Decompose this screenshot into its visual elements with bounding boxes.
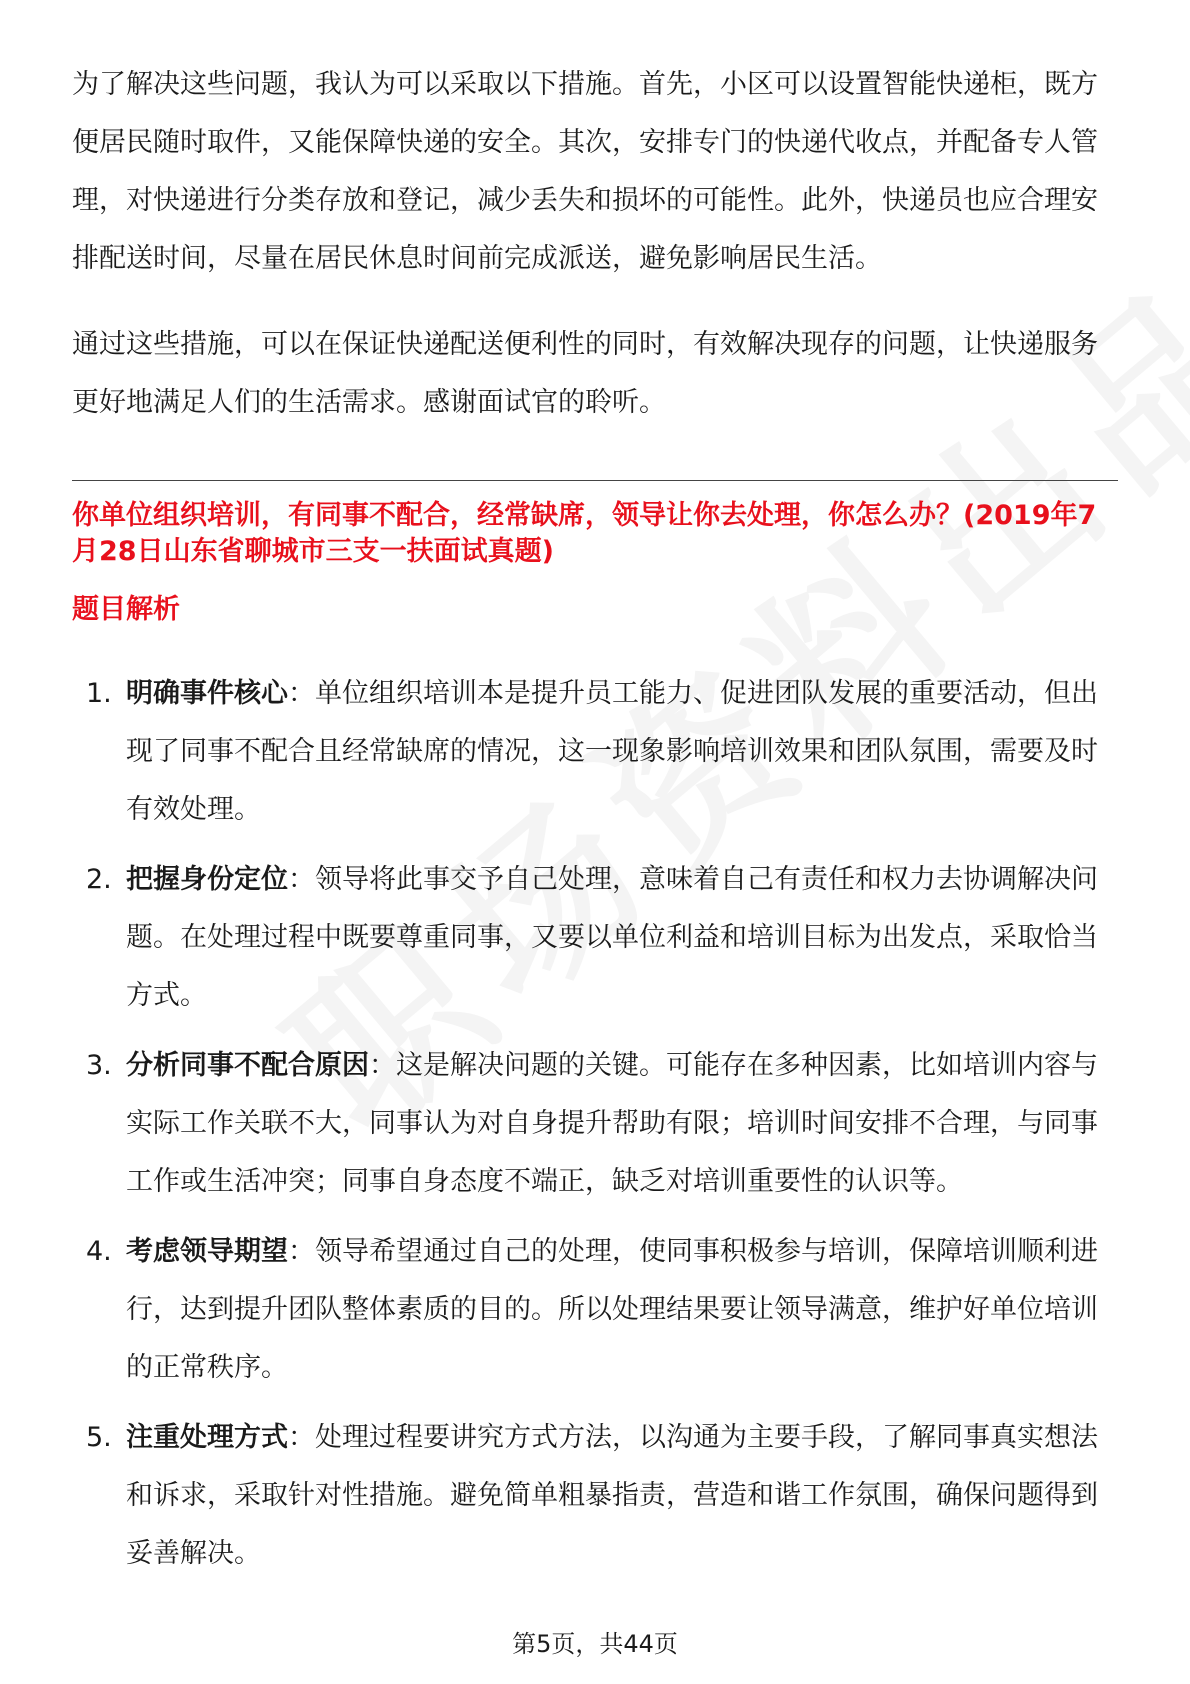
- item-title: 注重处理方式: [126, 1422, 288, 1453]
- question-title: 你单位组织培训，有同事不配合，经常缺席，领导让你去处理，你怎么办？(2019年7月28日山东省聊城市三支一扶面试真题): [72, 500, 1097, 567]
- item-text: ：领导希望通过自己的处理，使同事积极参与培训，保障培训顺利进行，达到提升团队整体素质的目的。所以处理结果要让领导满意，维护好单位培训的正常秩序。: [126, 1236, 1098, 1383]
- item-title: 分析同事不配合原因: [126, 1050, 369, 1081]
- item-title: 考虑领导期望: [126, 1236, 288, 1267]
- item-number: 1.: [86, 678, 112, 709]
- item-text: ：领导将此事交予自己处理，意味着自己有责任和权力去协调解决问题。在处理过程中既要尊重同事，又要以单位利益和培训目标为出发点，采取恰当方式。: [126, 864, 1098, 1011]
- analysis-item: [72, 1037, 1122, 1211]
- item-title: 明确事件核心: [126, 678, 288, 709]
- item-number: 3.: [86, 1050, 112, 1081]
- item-text: ：处理过程要讲究方式方法，以沟通为主要手段，了解同事真实想法和诉求，采取针对性措施。避免简单粗暴指责，营造和谐工作氛围，确保问题得到妥善解决。: [126, 1422, 1098, 1569]
- body-paragraph-2: 通过这些措施，可以在保证快递配送便利性的同时，有效解决现存的问题，让快递服务更好地满足人们的生活需求。感谢面试官的聆听。: [72, 329, 1098, 418]
- item-text: ：这是解决问题的关键。可能存在多种因素，比如培训内容与实际工作关联不大，同事认为对自身提升帮助有限；培训时间安排不合理，与同事工作或生活冲突；同事自身态度不端正，缺乏对培训重要性的认识等。: [126, 1050, 1098, 1197]
- analysis-item: [72, 851, 1122, 1025]
- item-number: 4.: [86, 1236, 112, 1267]
- item-title: 把握身份定位: [126, 864, 288, 895]
- item-number: 2.: [86, 864, 112, 895]
- analysis-item: [72, 1223, 1122, 1397]
- page-footer: 第5页，共44页: [512, 1630, 678, 1658]
- analysis-item: [72, 1409, 1122, 1583]
- section-divider: [72, 480, 1118, 481]
- analysis-item: [72, 665, 1122, 839]
- item-number: 5.: [86, 1422, 112, 1453]
- analysis-list: [72, 665, 1122, 1595]
- body-paragraph-1: 为了解决这些问题，我认为可以采取以下措施。首先，小区可以设置智能快递柜，既方便居民随时取件，又能保障快递的安全。其次，安排专门的快递代收点，并配备专人管理，对快递进行分类存放和登记，减少丢失和损坏的可能性。此外，快递员也应合理安排配送时间，尽量在居民休息时间前完成派送，避免影响居民生活。: [72, 69, 1098, 274]
- analysis-heading: 题目解析: [72, 594, 180, 625]
- item-text: ：单位组织培训本是提升员工能力、促进团队发展的重要活动，但出现了同事不配合且经常缺席的情况，这一现象影响培训效果和团队氛围，需要及时有效处理。: [126, 678, 1098, 825]
